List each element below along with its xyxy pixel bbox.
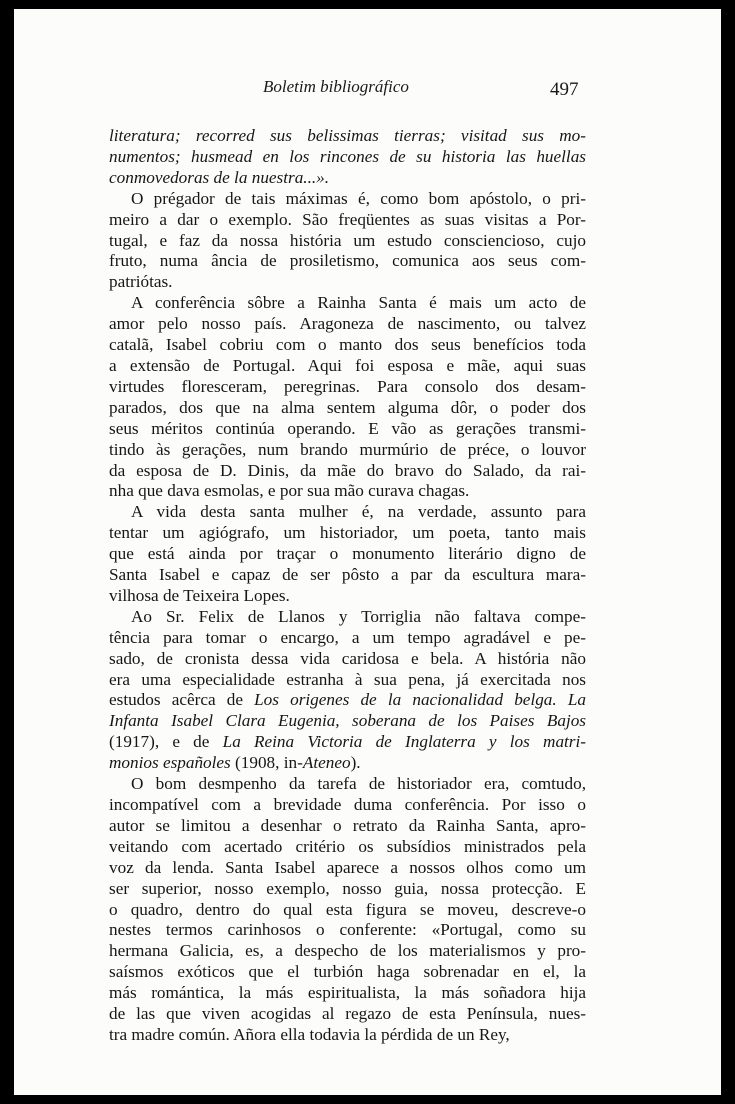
text-segment: tra madre común. Añora ella todavia la pérdida de un Rey, — [109, 1024, 510, 1044]
italic-text: La Reina Victoria de Inglaterra y los matri- — [222, 732, 586, 752]
text-line — [109, 272, 586, 293]
italic-text: monios españoles — [109, 753, 231, 773]
text-segment: que está ainda por traçar o monumento literário digno de — [109, 544, 586, 564]
text-line — [109, 293, 586, 314]
text-segment: patriótas. — [109, 272, 173, 292]
text-segment: sado, de cronista dessa vida caridosa e bela. A história não — [109, 648, 586, 668]
italic-text: numentos; husmead en los rincones de su historia las huellas — [109, 146, 586, 166]
text-segment: A conferência sôbre a Rainha Santa é mais um acto de — [131, 293, 586, 313]
text-line — [109, 523, 586, 544]
body-text — [109, 126, 586, 1046]
text-segment: o quadro, dentro do qual esta figura se moveu, descreve-o — [109, 899, 586, 919]
text-line — [109, 502, 586, 523]
document-page — [14, 9, 721, 1095]
text-line — [109, 962, 586, 983]
text-segment: tência para tomar o encargo, a um tempo agradável e pe- — [109, 627, 586, 647]
text-segment: tugal, e faz da nossa história um estudo consciencioso, cujo — [109, 230, 586, 250]
text-line — [109, 628, 586, 649]
italic-text: Infanta Isabel Clara Eugenia, soberana de los Paises Bajos — [109, 711, 586, 731]
text-line — [109, 920, 586, 941]
text-line — [109, 753, 586, 774]
text-line — [109, 419, 586, 440]
text-segment: nha que dava esmolas, e por sua mão curava chagas. — [109, 481, 470, 501]
page-number: 497 — [550, 79, 579, 100]
text-segment: era uma especialidade estranha à sua pena, já exercitada nos — [109, 669, 586, 689]
paragraph — [109, 293, 586, 502]
paragraph — [109, 774, 586, 1046]
text-segment: nestes termos carinhosos o conferente: «Portugal, como su — [109, 920, 586, 940]
text-line — [109, 900, 586, 921]
text-line — [109, 858, 586, 879]
text-line — [109, 398, 586, 419]
text-line — [109, 774, 586, 795]
text-segment: más romántica, la más espiritualista, la más soñadora hija — [109, 983, 586, 1003]
text-line — [109, 251, 586, 272]
text-line — [109, 879, 586, 900]
text-segment: estudos acêrca de — [109, 690, 255, 710]
text-segment: catalã, Isabel cobriu com o manto dos seus benefícios toda — [109, 335, 586, 355]
text-segment: a extensão de Portugal. Aqui foi esposa e mãe, aqui suas — [109, 355, 586, 375]
italic-text: Ateneo — [302, 753, 351, 773]
paragraph — [109, 502, 586, 607]
italic-text: conmovedoras de la nuestra...». — [109, 167, 330, 187]
text-line — [109, 168, 586, 189]
text-line — [109, 314, 586, 335]
text-segment: ). — [350, 753, 361, 773]
italic-text: Los origenes de la nacionalidad belga. La — [254, 690, 586, 710]
text-line — [109, 461, 586, 482]
italic-text: literatura; recorred sus belissimas tierras; visitad sus mo- — [109, 126, 586, 145]
text-segment: A vida desta santa mulher é, na verdade, assunto para — [131, 502, 586, 522]
text-segment: amor pelo nosso país. Aragoneza de nascimento, ou talvez — [109, 314, 586, 334]
text-line — [109, 565, 586, 586]
text-line — [109, 189, 586, 210]
text-segment: ser superior, nosso exemplo, nosso guia, nossa protecção. E — [109, 878, 586, 898]
text-line — [109, 440, 586, 461]
text-line — [109, 356, 586, 377]
text-segment: (1917), e de — [109, 732, 223, 752]
text-line — [109, 377, 586, 398]
text-line — [109, 481, 586, 502]
text-line — [109, 816, 586, 837]
text-segment: saísmos exóticos que el turbión haga sobrenadar en el, la — [109, 962, 586, 982]
text-segment: autor se limitou a desenhar o retrato da Rainha Santa, apro- — [109, 815, 586, 835]
text-line — [109, 1004, 586, 1025]
text-line — [109, 670, 586, 691]
text-line — [109, 837, 586, 858]
text-segment: O bom desmpenho da tarefa de historiador era, comtudo, — [131, 774, 586, 794]
text-segment: (1908, in- — [230, 753, 303, 773]
paragraph — [109, 607, 586, 774]
text-segment: vilhosa de Teixeira Lopes. — [109, 585, 290, 605]
text-segment: fruto, numa ância de prosiletismo, comunica aos seus com- — [109, 251, 586, 271]
text-segment: Ao Sr. Felix de Llanos y Torriglia não faltava compe- — [131, 606, 586, 626]
text-segment: seus méritos continúa operando. E vão as gerações transmi- — [109, 418, 586, 438]
text-line — [109, 649, 586, 670]
text-line — [109, 126, 586, 147]
text-line — [109, 231, 586, 252]
text-segment: meiro a dar o exemplo. São freqüentes as suas visitas a Por- — [109, 209, 586, 229]
running-header — [14, 77, 721, 107]
text-segment: voz da lenda. Santa Isabel aparece a nossos olhos como um — [109, 857, 586, 877]
text-line — [109, 607, 586, 628]
text-line — [109, 795, 586, 816]
text-segment: de las que viven acogidas al regazo de esta Península, nues- — [109, 1004, 586, 1024]
text-line — [109, 941, 586, 962]
text-line — [109, 711, 586, 732]
text-line — [109, 544, 586, 565]
text-segment: hermana Galicia, es, a despecho de los materialismos y pro- — [109, 941, 586, 961]
text-segment: incompatível com a brevidade duma conferência. Por isso o — [109, 795, 586, 814]
paragraph — [109, 189, 586, 294]
text-line — [109, 586, 586, 607]
text-segment: O prégador de tais máximas é, como bom apóstolo, o pri- — [131, 188, 586, 208]
text-line — [109, 732, 586, 753]
text-line — [109, 690, 586, 711]
text-segment: Santa Isabel e capaz de ser pôsto a par da escultura mara- — [109, 565, 586, 585]
text-segment: tentar um agiógrafo, um historiador, um poeta, tanto mais — [109, 523, 586, 543]
text-line — [109, 1025, 586, 1046]
text-line — [109, 147, 586, 168]
text-line — [109, 983, 586, 1004]
text-segment: veitando com acertado critério os subsídios ministrados pela — [109, 836, 586, 856]
text-segment: parados, dos que na alma sentem alguma dôr, o poder dos — [109, 397, 586, 417]
header-title: Boletim bibliográfico — [263, 77, 409, 96]
text-segment: virtudes floresceram, peregrinas. Para consolo dos desam- — [109, 376, 586, 396]
text-line — [109, 210, 586, 231]
text-segment: tindo às gerações, num brando murmúrio de préce, o louvor — [109, 439, 586, 459]
text-line — [109, 335, 586, 356]
text-segment: da esposa de D. Dinis, da mãe do bravo do Salado, da rai- — [109, 460, 586, 480]
paragraph — [109, 126, 586, 189]
